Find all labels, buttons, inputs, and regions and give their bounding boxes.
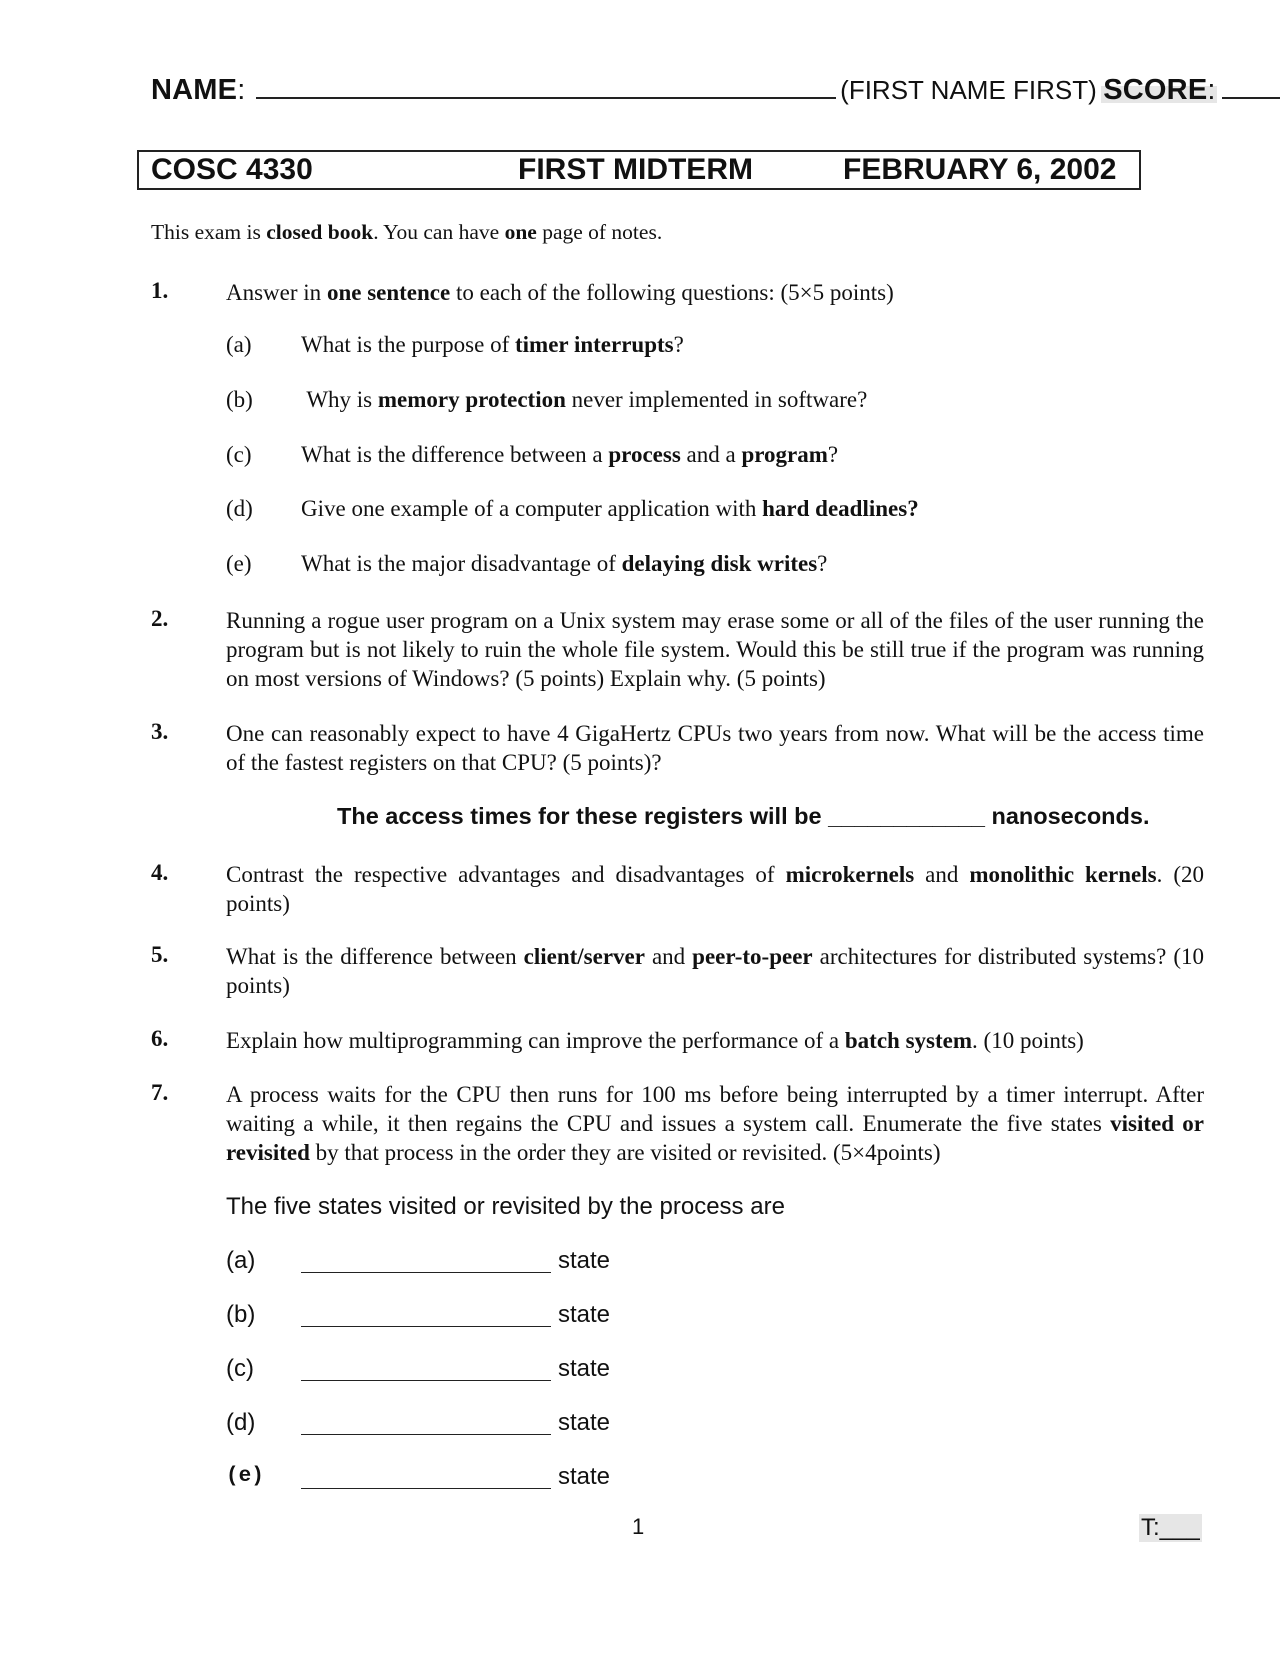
state-answer-line[interactable]	[301, 1380, 551, 1381]
question-4-text	[226, 860, 1204, 918]
intro-text: . You can have	[373, 220, 505, 244]
state-answer-line[interactable]	[301, 1434, 551, 1435]
name-field-line[interactable]	[256, 75, 836, 99]
q-bold: microkernels	[785, 862, 915, 887]
exam-title-box	[137, 150, 1141, 190]
state-answer-line[interactable]	[301, 1488, 551, 1489]
sub-question-d	[301, 496, 919, 522]
q-text: Give one example of a computer application with	[301, 496, 763, 521]
sub-label: (a)	[226, 332, 252, 357]
q-text: A process waits for the CPU then runs for 100 ms before being interrupted by a timer interrupt. After waiting a while, it then regains the CPU and issues a system call. Enumerate the five states	[226, 1082, 1204, 1136]
question-number: 4.	[151, 860, 169, 885]
q-text: architectures for distributed systems? (10 points)	[226, 944, 1204, 998]
page-total-score[interactable]: T:___	[1141, 1514, 1200, 1541]
question-7-text	[226, 1080, 1204, 1167]
exam-date: FEBRUARY 6, 2002	[843, 153, 1117, 186]
state-label: (b)	[226, 1301, 256, 1328]
q-text: Explain how multiprogramming can improve the performance of a	[226, 1028, 845, 1053]
question-1-text	[226, 278, 1204, 307]
q-text: What is the purpose of	[301, 332, 515, 357]
state-label: (a)	[226, 1247, 256, 1274]
q-text: Why is	[301, 387, 378, 412]
q-text: What is the major disadvantage of	[301, 551, 622, 576]
q-text: ?	[827, 442, 839, 467]
state-label: (d)	[226, 1409, 256, 1436]
name-hint: (FIRST NAME FIRST)	[840, 75, 1097, 105]
q-bold: hard deadlines?	[762, 496, 919, 521]
state-word: state	[558, 1463, 611, 1490]
question-number: 2.	[151, 606, 169, 631]
q-bold: process	[608, 442, 681, 467]
q-bold: memory protection	[377, 387, 566, 412]
q-bold: client/server	[523, 944, 645, 969]
sub-label: (c)	[226, 442, 252, 467]
intro-text: page of notes.	[536, 220, 663, 244]
sub-label: (d)	[226, 496, 253, 521]
q-bold: timer interrupts	[514, 332, 674, 357]
q-bold: program	[741, 442, 828, 467]
question-3-text: One can reasonably expect to have 4 GigaHertz CPUs two years from now. What will be the access time of the fastest registers on that CPU? (5 points)?	[226, 721, 1204, 775]
sub-question-b	[301, 387, 867, 413]
state-word: state	[558, 1247, 611, 1274]
q-text: . (20 points)	[226, 862, 1204, 916]
state-word: state	[558, 1355, 611, 1382]
q-text: ?	[817, 551, 828, 576]
state-answer-line[interactable]	[301, 1272, 551, 1273]
score-colon: :	[1207, 74, 1216, 106]
q-bold: visited or revisited	[226, 1111, 1204, 1165]
state-label: (e)	[226, 1465, 264, 1488]
q-text: . (10 points)	[972, 1028, 1084, 1053]
q-text: Answer in	[226, 280, 327, 305]
score-label: SCORE	[1103, 74, 1208, 106]
state-answer-line[interactable]	[301, 1326, 551, 1327]
course-code: COSC 4330	[151, 153, 313, 186]
q-text: Contrast the respective advantages and disadvantages of	[226, 862, 786, 887]
question-5-text	[226, 942, 1204, 1000]
q-text: What is the difference between a	[301, 442, 609, 467]
q-bold: batch system	[844, 1028, 973, 1053]
q-text: and	[644, 944, 693, 969]
name-label: NAME	[151, 74, 238, 106]
state-word: state	[558, 1409, 611, 1436]
answer-blank[interactable]: ____________	[828, 803, 985, 829]
sub-label: (b)	[226, 387, 253, 412]
q-text: to each of the following questions: (5×5 points)	[450, 280, 894, 305]
state-word: state	[558, 1301, 611, 1328]
intro-bold: closed book	[266, 220, 374, 244]
question-number: 3.	[151, 719, 169, 744]
answer-text: The access times for these registers will be	[337, 803, 829, 829]
sub-question-a	[301, 332, 684, 358]
question-number: 1.	[151, 278, 169, 303]
exam-instructions	[151, 220, 662, 245]
q-text: What is the difference between	[226, 944, 524, 969]
question-number: 6.	[151, 1026, 169, 1051]
sub-label: (e)	[226, 551, 252, 576]
question-6-text	[226, 1026, 1204, 1055]
question-2-text: Running a rogue user program on a Unix system may erase some or all of the files of the user running the program but is not likely to ruin the whole file system. Would this be still true if the program was running on most versions of Windows? (5 points) Explain why. (5 points)	[226, 608, 1204, 691]
q-bold: monolithic kernels	[969, 862, 1157, 887]
name-score-row	[151, 74, 1280, 114]
q-text: and	[914, 862, 970, 887]
sub-question-c	[301, 442, 838, 468]
score-field-line[interactable]	[1222, 75, 1280, 99]
q-text: by that process in the order they are visited or revisited. (5×4points)	[309, 1140, 941, 1165]
sub-question-e	[301, 551, 827, 577]
page-number: 1	[632, 1514, 645, 1539]
question-number: 7.	[151, 1080, 169, 1105]
q-text: ?	[673, 332, 684, 357]
answer-text: nanoseconds.	[984, 803, 1150, 829]
q-text: never implemented in software?	[565, 387, 868, 412]
exam-name: FIRST MIDTERM	[518, 153, 753, 186]
state-label: (c)	[226, 1355, 254, 1382]
question-number: 5.	[151, 942, 169, 967]
q-text: and a	[680, 442, 742, 467]
q3-answer-line	[337, 803, 1150, 830]
intro-bold: one	[504, 220, 537, 244]
q-bold: peer-to-peer	[692, 944, 813, 969]
states-intro: The five states visited or revisited by the process are	[226, 1193, 785, 1220]
q-bold: one sentence	[326, 280, 451, 305]
q-bold: delaying disk writes	[621, 551, 818, 576]
intro-text: This exam is	[151, 220, 267, 244]
name-colon: :	[237, 74, 246, 106]
